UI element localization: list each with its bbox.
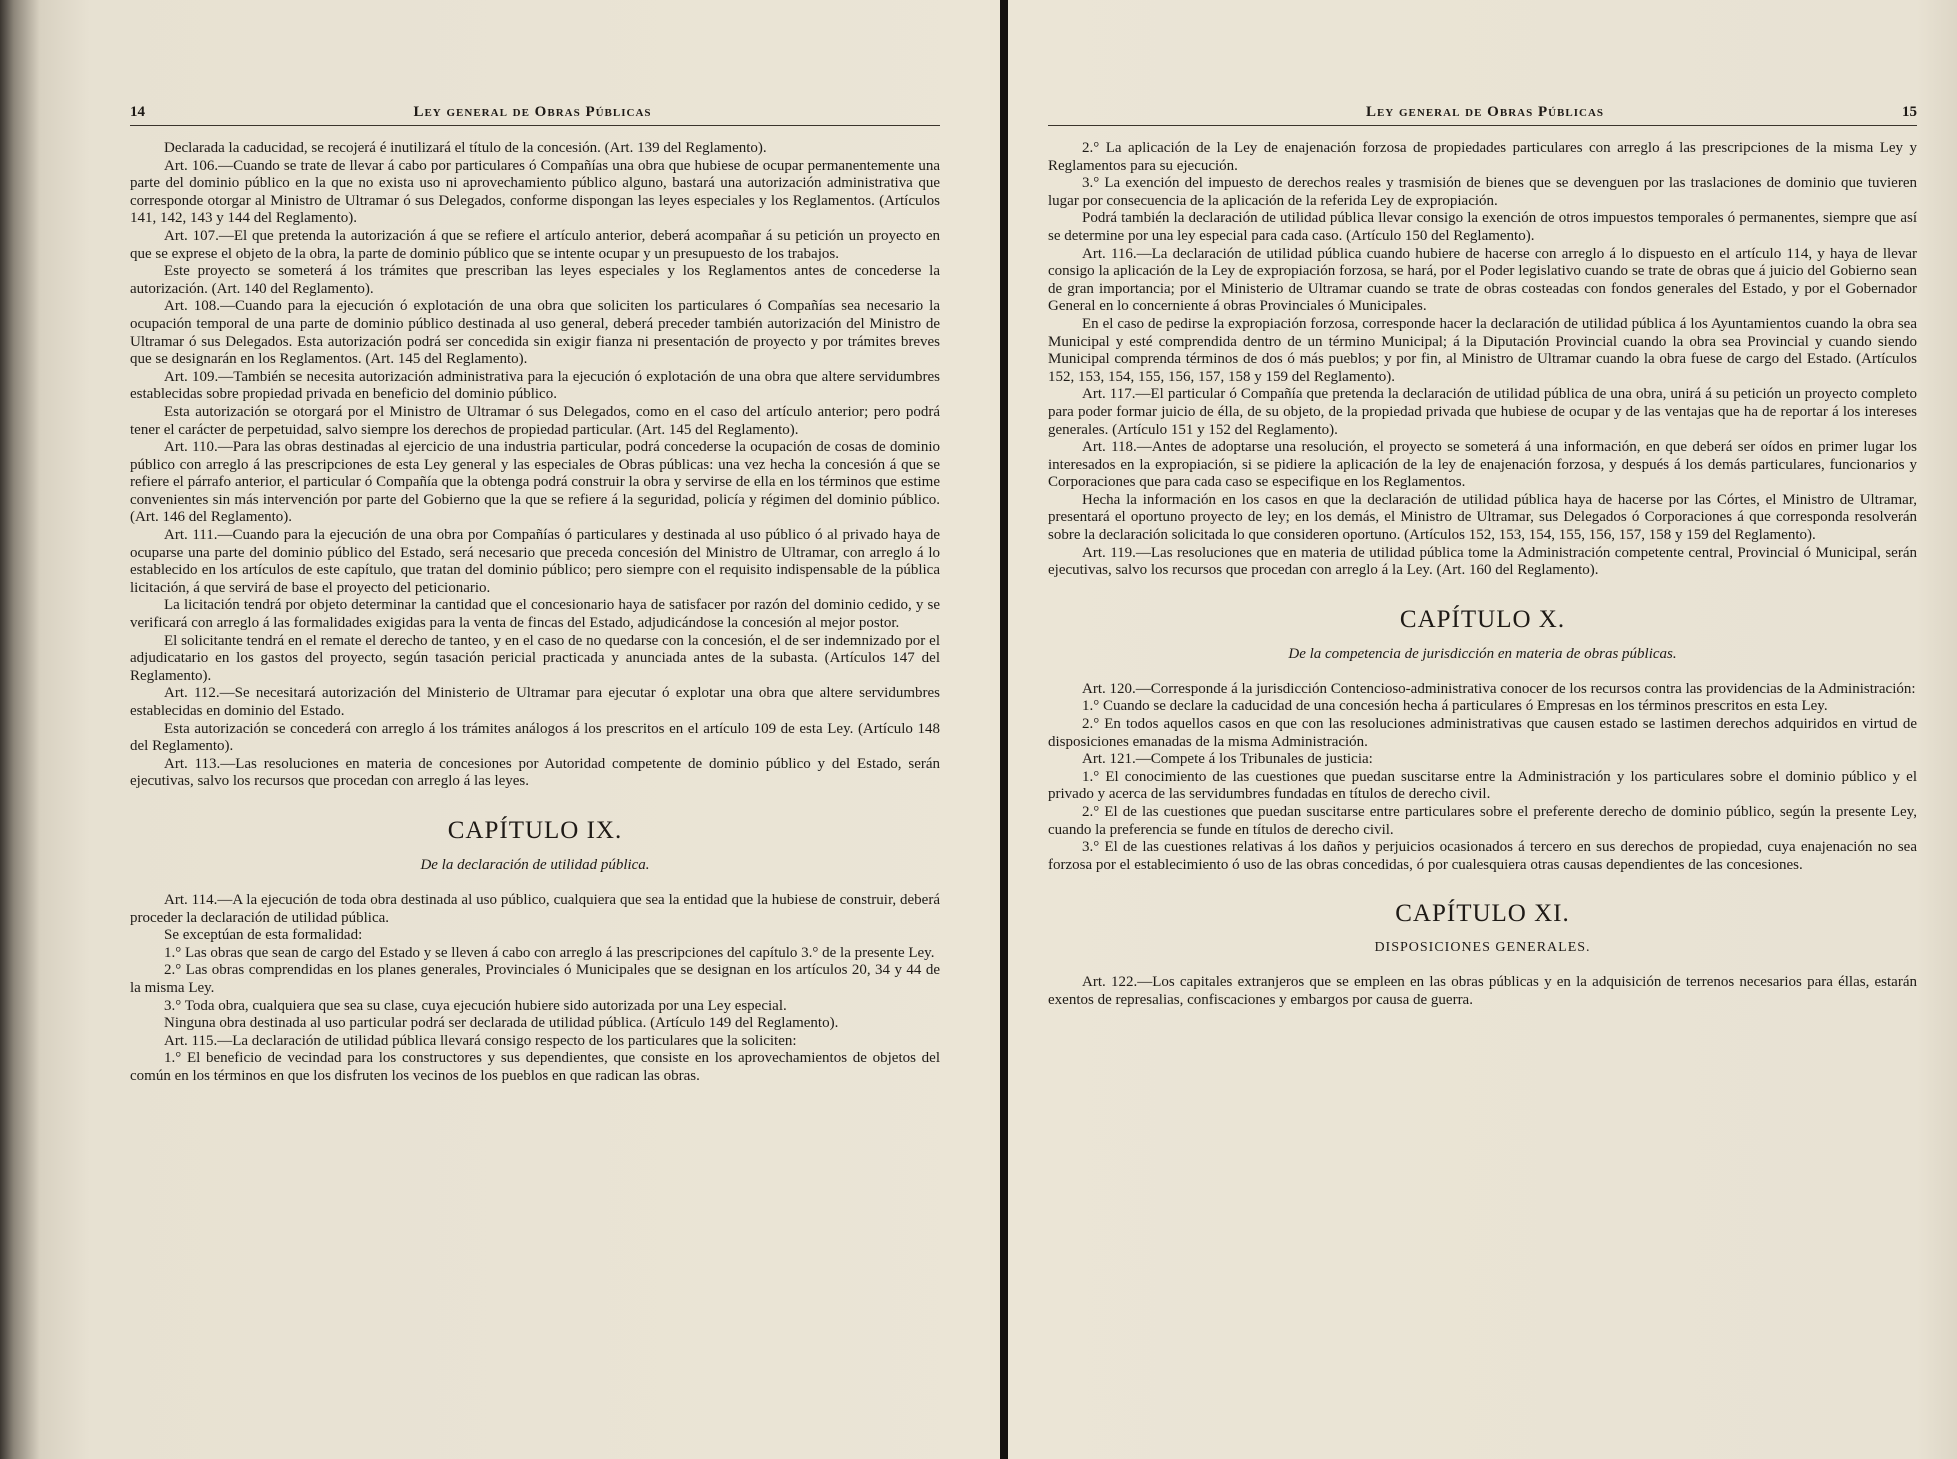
paragraph: Ninguna obra destinada al uso particular podrá ser declarada de utilidad pública. (Artículo 149 del Reglamento). bbox=[164, 1015, 839, 1032]
chapter-x-subtitle: De la competencia de jurisdicción en materia de obras públicas. bbox=[1288, 645, 1677, 662]
paragraph: Este proyecto se someterá á los trámites que prescriban las leyes especiales y los Reglamentos antes de concederse la autorización. (Art. 140 del Reglamento). bbox=[130, 263, 940, 297]
paragraph: Podrá también la declaración de utilidad pública llevar consigo la exención de otros impuestos temporales ó permanentes, siempre que así se determine por una ley especial para cada caso. (Artículo 150 del Reglamento). bbox=[1048, 210, 1917, 244]
right-text-after bbox=[1048, 974, 1917, 1009]
paragraph: Art. 118.—Antes de adoptarse una resolución, el proyecto se someterá á una información, en que deberá ser oídos en primer lugar los interesados en la expropiación, si se pidiere la aplicación de la ley de enajenación forzosa, y después á los demás particulares, funcionarios y Corporaciones que para cada caso se especifique en los Reglamentos. bbox=[1048, 439, 1917, 491]
paragraph: Art. 106.—Cuando se trate de llevar á cabo por particulares ó Compañías una obra que hubiese de ocupar permanentemente una parte del dominio público en la que no exista uso ni aprovechamiento público alguno, bastará una autorización administrativa que corresponde otorgar al Ministro de Ultramar ó sus Delegados, conforme dispongan las leyes especiales y los Reglamentos. (Artículos 141, 142, 143 y 144 del Reglamento). bbox=[130, 157, 940, 227]
left-page-number: 14 bbox=[130, 104, 145, 120]
chapter-x-title: CAPÍTULO X. bbox=[1399, 605, 1566, 633]
paragraph: Declarada la caducidad, se recojerá é inutilizará el título de la concesión. (Art. 139 del Reglamento). bbox=[164, 140, 767, 156]
book-gutter bbox=[1000, 0, 1008, 1459]
paragraph: Art. 121.—Compete á los Tribunales de justicia: bbox=[1082, 751, 1373, 768]
paragraph: Art. 111.—Cuando para la ejecución de una obra por Compañías ó particulares y destinada al uso público ó al privado haya de ocuparse una parte del dominio público del Estado, será necesario que preceda concesión del Ministro de Ultramar, con arreglo á lo establecido en los artículos de este capítulo, que tratan del dominio público; pero siempre con el requisito indispensable de la pública licitación, á que servirá de base el proyecto del peticionario. bbox=[130, 527, 940, 596]
paragraph: Art. 107.—El que pretenda la autorización á que se refiere el artículo anterior, deberá acompañar á su petición un proyecto en que se exprese el objeto de la obra, la parte de dominio público que se intente ocupar y un presupuesto de los trabajos. bbox=[130, 227, 940, 262]
chapter-ix-subtitle: De la declaración de utilidad pública. bbox=[420, 856, 650, 873]
left-text-before bbox=[130, 140, 940, 791]
paragraph: 2.° El de las cuestiones que puedan suscitarse entre particulares sobre el preferente derecho de dominio público, según la presente Ley, cuando la preferencia se funde en títulos de derecho civil. bbox=[1048, 804, 1917, 838]
paragraph: 1.° Cuando se declare la caducidad de una concesión hecha á particulares ó Empresas en los términos prescritos en esta Ley. bbox=[1082, 698, 1828, 715]
right-running-head bbox=[1048, 104, 1917, 126]
paragraph: Art. 120.—Corresponde á la jurisdicción Contencioso-administrativa conocer de los recursos contra las providencias de la Administración: bbox=[1082, 680, 1916, 697]
paragraph: Art. 117.—El particular ó Compañía que pretenda la declaración de utilidad pública de una obra, unirá á su petición un proyecto completo para poder formar juicio de élla, de su objeto, de la propiedad privada que hubiese de ocupar y de las ventajas que ha de reportar á los intereses generales. (Artículo 151 y 152 del Reglamento). bbox=[1048, 386, 1917, 438]
paragraph: Art. 119.—Las resoluciones que en materia de utilidad pública tome la Administración competente central, Provincial ó Municipal, serán ejecutivas, salvo los recursos que procedan con arreglo á la Ley. (Art. 160 del Reglamento). bbox=[1048, 544, 1917, 579]
paragraph: Art. 122.—Los capitales extranjeros que se empleen en las obras públicas y en la adquisición de terrenos necesarios para éllas, estarán exentos de represalias, confiscaciones y embargos por causa de guerra. bbox=[1048, 974, 1917, 1008]
paragraph: 1.° El conocimiento de las cuestiones que puedan suscitarse entre la Administración y los particulares sobre el dominio público y el privado y acerca de las servidumbres fundadas en títulos de derecho civil. bbox=[1048, 768, 1917, 803]
paragraph: Art. 112.—Se necesitará autorización del Ministerio de Ultramar para ejecutar ó explotar una obra que altere servidumbres establecidas en dominio del Estado. bbox=[130, 685, 940, 719]
paragraph: Art. 116.—La declaración de utilidad pública cuando hubiere de hacerse con arreglo á lo dispuesto en el artículo 114, y haya de llevar consigo la aplicación de la Ley de expropiación forzosa, se hará, por el Poder legislativo cuando se trate de obras que á juicio del Gobierno sean de gran importancia; por el Ministerio de Ultramar cuando se trate de obras costeadas con fondos generales del Estado, y por el Gobernador General en lo concerniente á obras Provinciales ó Municipales. bbox=[1048, 245, 1917, 315]
paragraph: 2.° En todos aquellos casos en que con las resoluciones administrativas que causen estado se lastimen derechos adquiridos en virtud de disposiciones emanadas de la misma Administración. bbox=[1048, 716, 1917, 750]
paragraph: En el caso de pedirse la expropiación forzosa, corresponde hacer la declaración de utilidad pública á los Ayuntamientos cuando la obra sea Municipal y esté comprendida dentro de un término Municipal; á la Diputación Provincial cuando la obra sea Provincial y cuando siendo Municipal comprenda términos de dos ó más pueblos; y por fin, al Ministro de Ultramar cuando la obra fuese de cargo del Estado. (Artículos 152, 153, 154, 155, 156, 157, 158 y 159 del Reglamento). bbox=[1048, 315, 1917, 385]
left-running-head bbox=[130, 104, 940, 126]
paragraph: 3.° La exención del impuesto de derechos reales y trasmisión de bienes que se devenguen por las traslaciones de dominio que tuvieren lugar por consecuencia de la aplicación de la referida Ley de expropiación. bbox=[1048, 175, 1917, 209]
paragraph: Se exceptúan de esta formalidad: bbox=[164, 927, 363, 944]
paragraph: 1.° El beneficio de vecindad para los constructores y sus dependientes, que consiste en los aprovechamientos de objetos del común en los términos en que los disfruten los vecinos de los pueblos en que radican las obras. bbox=[130, 1050, 940, 1084]
paragraph: Art. 114.—A la ejecución de toda obra destinada al uso público, cualquiera que sea la entidad que la hubiese de construir, deberá proceder la declaración de utilidad pública. bbox=[130, 891, 940, 926]
left-running-title: Ley general de Obras Públicas bbox=[413, 104, 652, 120]
paragraph: Art. 113.—Las resoluciones en materia de concesiones por Autoridad competente de dominio público y del Estado, serán ejecutivas, salvo los recursos que procedan con arreglo á las leyes. bbox=[130, 755, 940, 790]
paragraph: Art. 108.—Cuando para la ejecución ó explotación de una obra que soliciten los particulares ó Compañías sea necesario la ocupación temporal de una parte de dominio público destinada al uso general, deberá preceder también autorización del Ministro de Ultramar ó sus Delegados. Esta autorización podrá ser concedida sin exigir fianza ni presentación de proyecto y por trámites breves que se designarán en los Reglamentos. (Art. 145 del Reglamento). bbox=[130, 298, 940, 368]
paragraph: 2.° Las obras comprendidas en los planes generales, Provinciales ó Municipales que se designan en los artículos 20, 34 y 44 de la misma Ley. bbox=[130, 962, 940, 996]
paragraph: Art. 110.—Para las obras destinadas al ejercicio de una industria particular, podrá concederse la ocupación de cosas de dominio público con arreglo á las prescripciones de esta Ley general y las especiales de Obras públicas: una vez hecha la concesión á que se refiere el párrafo anterior, el particular ó Compañía que la obtenga podrá construir la obra y servirse de ella en los términos que estime convenientes sin más intervención por parte del Gobierno que la que se refiere á la seguridad, policía y régimen del dominio público. (Art. 146 del Reglamento). bbox=[130, 439, 940, 526]
paragraph: Art. 115.—La declaración de utilidad pública llevará consigo respecto de los particulares que la soliciten: bbox=[164, 1032, 797, 1049]
chapter-xi-title: CAPÍTULO XI. bbox=[1395, 900, 1570, 928]
paragraph: Esta autorización se concederá con arreglo á los trámites análogos á los prescritos en el artículo 109 de esta Ley. (Artículo 148 del Reglamento). bbox=[130, 720, 940, 755]
left-text-after bbox=[130, 892, 940, 1086]
right-text-before bbox=[1048, 140, 1917, 580]
paragraph: 1.° Las obras que sean de cargo del Estado y se lleven á cabo con arreglo á las prescripciones del capítulo 3.° de la presente Ley. bbox=[164, 944, 935, 961]
paragraph: La licitación tendrá por objeto determinar la cantidad que el concesionario haya de satisfacer por razón del dominio cedido, y se verificará con arreglo á las formalidades exigidas para la venta de fincas del Estado, adjudicándose la concesión al mejor postor. bbox=[130, 597, 940, 632]
paragraph: 2.° La aplicación de la Ley de enajenación forzosa de propiedades particulares con arreglo á las prescripciones de la misma Ley y Reglamentos para su ejecución. bbox=[1048, 140, 1917, 174]
paragraph: Esta autorización se otorgará por el Ministro de Ultramar ó sus Delegados, como en el caso del artículo anterior; pero podrá tener el carácter de perpetuidad, salvo siempre los derechos de propiedad particular. (Art. 145 del Reglamento). bbox=[130, 403, 940, 438]
paragraph: Hecha la información en los casos en que la declaración de utilidad pública haya de hacerse por las Córtes, el Ministro de Ultramar, presentará el oportuno proyecto de ley; en los demás, el Ministro de Ultramar, sus Delegados ó Corporaciones á que corresponda resolverán sobre la declaración solicitada lo que consideren oportuno. (Artículos 152, 153, 154, 155, 156, 157, 158 y 159 del Reglamento). bbox=[1048, 491, 1917, 544]
right-page bbox=[1008, 0, 1957, 1459]
paragraph: Art. 109.—También se necesita autorización administrativa para la ejecución ó explotación de una obra que altere servidumbres establecidas sobre propiedad privada en beneficio del dominio público. bbox=[130, 368, 940, 403]
paragraph: El solicitante tendrá en el remate el derecho de tanteo, y en el caso de no quedarse con la concesión, el de ser indemnizado por el adjudicatario en los gastos del proyecto, según tasación pericial practicada y anunciada antes de la subasta. (Artículos 147 del Reglamento). bbox=[130, 632, 940, 684]
paragraph: 3.° El de las cuestiones relativas á los daños y perjuicios ocasionados á tercero en sus derechos de propiedad, cuya enajenación no sea forzosa por el establecimiento ó uso de las obras concedidas, ó por cualesquiera otras causas dependientes de las concesiones. bbox=[1048, 839, 1917, 873]
chapter-ix-title: CAPÍTULO IX. bbox=[447, 816, 623, 844]
right-running-title: Ley general de Obras Públicas bbox=[1365, 104, 1605, 120]
chapter-xi-subtitle: DISPOSICIONES GENERALES. bbox=[1374, 940, 1591, 956]
paragraph: 3.° Toda obra, cualquiera que sea su clase, cuya ejecución hubiere sido autorizada por una Ley especial. bbox=[164, 997, 787, 1014]
right-text-mid bbox=[1048, 681, 1917, 875]
right-page-number: 15 bbox=[1901, 104, 1917, 120]
